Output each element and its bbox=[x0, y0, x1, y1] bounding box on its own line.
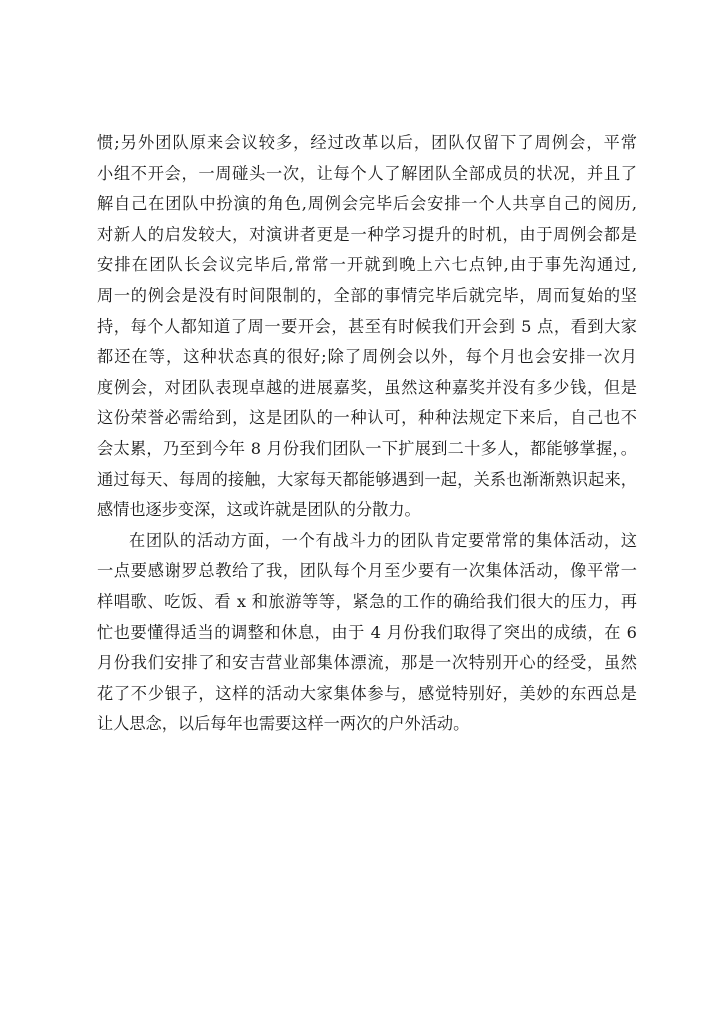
body-text bbox=[97, 128, 637, 740]
text-line: 度例会，对团队表现卓越的进展嘉奖，虽然这种嘉奖并没有多少钱，但是 bbox=[97, 377, 637, 397]
text-line: 惯;另外团队原来会议较多，经过改革以后，团队仅留下了周例会，平常 bbox=[97, 133, 637, 152]
text-line: 月份我们安排了和安吉营业部集体漂流，那是一次特别开心的经受，虽然 bbox=[97, 653, 637, 673]
text-line: 都还在等，这种状态真的很好;除了周例会以外，每个月也会安排一次月 bbox=[97, 347, 637, 367]
text-line: 忙也要懂得适当的调整和休息，由于 4 月份我们取得了突出的成绩，在 6 bbox=[97, 622, 637, 642]
text-line: 持，每个人都知道了周一要开会，甚至有时候我们开会到 5 点，看到大家 bbox=[97, 316, 637, 336]
text-line: 对新人的启发较大，对演讲者更是一种学习提升的时机，由于周例会都是 bbox=[97, 224, 637, 244]
text-line: 安排在团队长会议完毕后,常常一开就到晚上六七点钟,由于事先沟通过, bbox=[97, 255, 637, 275]
text-line: 在团队的活动方面，一个有战斗力的团队肯定要常常的集体活动，这 bbox=[129, 530, 637, 550]
text-line: 样唱歌、吃饭、看 x 和旅游等等，紧急的工作的确给我们很大的压力，再 bbox=[97, 591, 637, 611]
text-line: 花了不少银子，这样的活动大家集体参与，感觉特别好，美妙的东西总是 bbox=[97, 683, 637, 703]
text-line: 让人思念，以后每年也需要这样一两次的户外活动。 bbox=[97, 714, 470, 734]
text-line: 这份荣誉必需给到，这是团队的一种认可，种种法规定下来后，自己也不 bbox=[97, 408, 637, 428]
text-line: 周一的例会是没有时间限制的，全部的事情完毕后就完毕，周而复始的坚 bbox=[97, 285, 637, 305]
text-line: 感情也逐步变深，这或许就是团队的分散力。 bbox=[97, 500, 421, 520]
text-line: 解自己在团队中扮演的角色,周例会完毕后会安排一个人共享自己的阅历, bbox=[97, 194, 637, 214]
paragraph-2 bbox=[97, 526, 637, 740]
text-line: 通过每天、每周的接触，大家每天都能够遇到一起，关系也渐渐熟识起来， bbox=[97, 469, 637, 489]
text-line: 会太累，乃至到今年 8 月份我们团队一下扩展到二十多人，都能够掌握，。 bbox=[97, 438, 637, 458]
paragraph-1 bbox=[97, 128, 637, 526]
text-line: 一点要感谢罗总教给了我，团队每个月至少要有一次集体活动，像平常一 bbox=[97, 561, 637, 581]
text-line: 小组不开会，一周碰头一次，让每个人了解团队全部成员的状况，并且了 bbox=[97, 163, 637, 183]
